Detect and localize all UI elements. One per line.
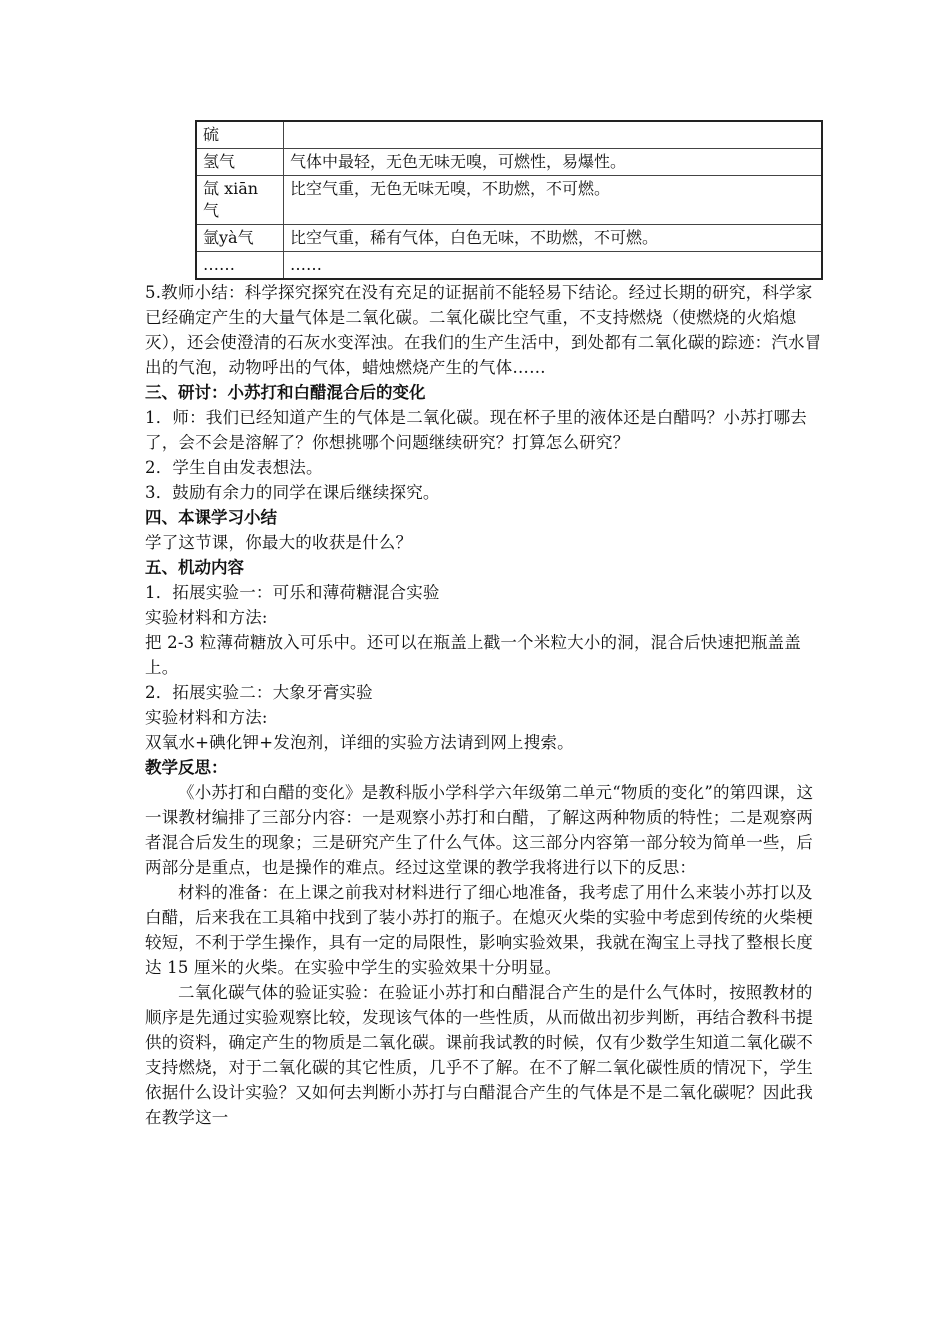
table-row bbox=[196, 225, 822, 252]
gas-description: …… bbox=[284, 252, 823, 280]
flexible-line: 1．拓展实验一：可乐和薄荷糖混合实验 bbox=[145, 583, 440, 602]
section-heading-flexible: 五、机动内容 bbox=[145, 558, 244, 577]
table-row bbox=[196, 149, 822, 176]
gas-name: …… bbox=[196, 252, 284, 280]
table-row bbox=[196, 121, 822, 149]
discussion-item: 2．学生自由发表想法。 bbox=[145, 458, 323, 477]
table-row bbox=[196, 176, 822, 225]
reflection-paragraph: 材料的准备：在上课之前我对材料进行了细心地准备，我考虑了用什么来装小苏打以及白醋，后来我在工具箱中找到了装小苏打的瓶子。在熄灭火柴的实验中考虑到传统的火柴梗较短，不利于学生操作，具有一定的局限性，影响实验效果，我就在淘宝上寻找了整根长度达 15 厘米的火柴。在实验中学生的实验效果十分明显。 bbox=[145, 883, 813, 977]
table-row bbox=[196, 252, 822, 280]
document-page bbox=[145, 120, 825, 1130]
flexible-line: 实验材料和方法: bbox=[145, 608, 268, 627]
reflection-paragraph: 《小苏打和白醋的变化》是教科版小学科学六年级第二单元“物质的变化”的第四课，这一课教材编排了三部分内容：一是观察小苏打和白醋，了解这两种物质的特性；二是观察两者混合后发生的现象；三是研究产生了什么气体。这三部分内容第一部分较为简单一些，后两部分是重点，也是操作的难点。经过这堂课的教学我将进行以下的反思： bbox=[145, 783, 814, 877]
gas-description: 气体中最轻，无色无味无嗅，可燃性，易爆性。 bbox=[284, 149, 823, 176]
gas-description: 比空气重，稀有气体，白色无味，不助燃，不可燃。 bbox=[284, 225, 823, 252]
section-heading-summary: 四、本课学习小结 bbox=[145, 508, 277, 527]
gas-name: 氩yà气 bbox=[196, 225, 284, 252]
gas-description bbox=[284, 121, 823, 149]
flexible-line: 2．拓展实验二：大象牙膏实验 bbox=[145, 683, 373, 702]
section-heading-reflection: 教学反思： bbox=[145, 758, 228, 777]
gas-properties-table bbox=[195, 120, 823, 280]
discussion-item: 3．鼓励有余力的同学在课后继续探究。 bbox=[145, 483, 440, 502]
summary-question: 学了这节课，你最大的收获是什么？ bbox=[145, 533, 413, 552]
flexible-line: 实验材料和方法: bbox=[145, 708, 268, 727]
section-heading-discussion: 三、研讨：小苏打和白醋混合后的变化 bbox=[145, 383, 426, 402]
gas-name: 氢气 bbox=[196, 149, 284, 176]
gas-description: 比空气重，无色无味无嗅，不助燃，不可燃。 bbox=[284, 176, 823, 225]
discussion-item: 1．师：我们已经知道产生的气体是二氧化碳。现在杯子里的液体还是白醋吗？小苏打哪去了，会不会是溶解了？你想挑哪个问题继续研究？打算怎么研究？ bbox=[145, 408, 807, 452]
flexible-line: 双氧水+碘化钾+发泡剂，详细的实验方法请到网上搜索。 bbox=[145, 733, 574, 752]
gas-name: 氙 xiān 气 bbox=[196, 176, 284, 225]
teacher-summary: 5.教师小结：科学探究探究在没有充足的证据前不能轻易下结论。经过长期的研究，科学家已经确定产生的大量气体是二氧化碳。二氧化碳比空气重，不支持燃烧（使燃烧的火焰熄灭），还会使澄清的石灰水变浑浊。在我们的生产生活中，到处都有二氧化碳的踪迹：汽水冒出的气泡，动物呼出的气体，蜡烛燃烧产生的气体…… bbox=[145, 283, 822, 377]
gas-name: 硫 bbox=[196, 121, 284, 149]
reflection-paragraph: 二氧化碳气体的验证实验：在验证小苏打和白醋混合产生的是什么气体时，按照教材的顺序是先通过实验观察比较，发现该气体的一些性质，从而做出初步判断，再结合教科书提供的资料，确定产生的物质是二氧化碳。课前我试教的时候，仅有少数学生知道二氧化碳不支持燃烧，对于二氧化碳的其它性质，几乎不了解。在不了解二氧化碳性质的情况下，学生依据什么设计实验？又如何去判断小苏打与白醋混合产生的气体是不是二氧化碳呢？因此我在教学这一 bbox=[145, 983, 813, 1127]
flexible-line: 把 2-3 粒薄荷糖放入可乐中。还可以在瓶盖上戳一个米粒大小的洞，混合后快速把瓶盖盖上。 bbox=[145, 633, 801, 677]
